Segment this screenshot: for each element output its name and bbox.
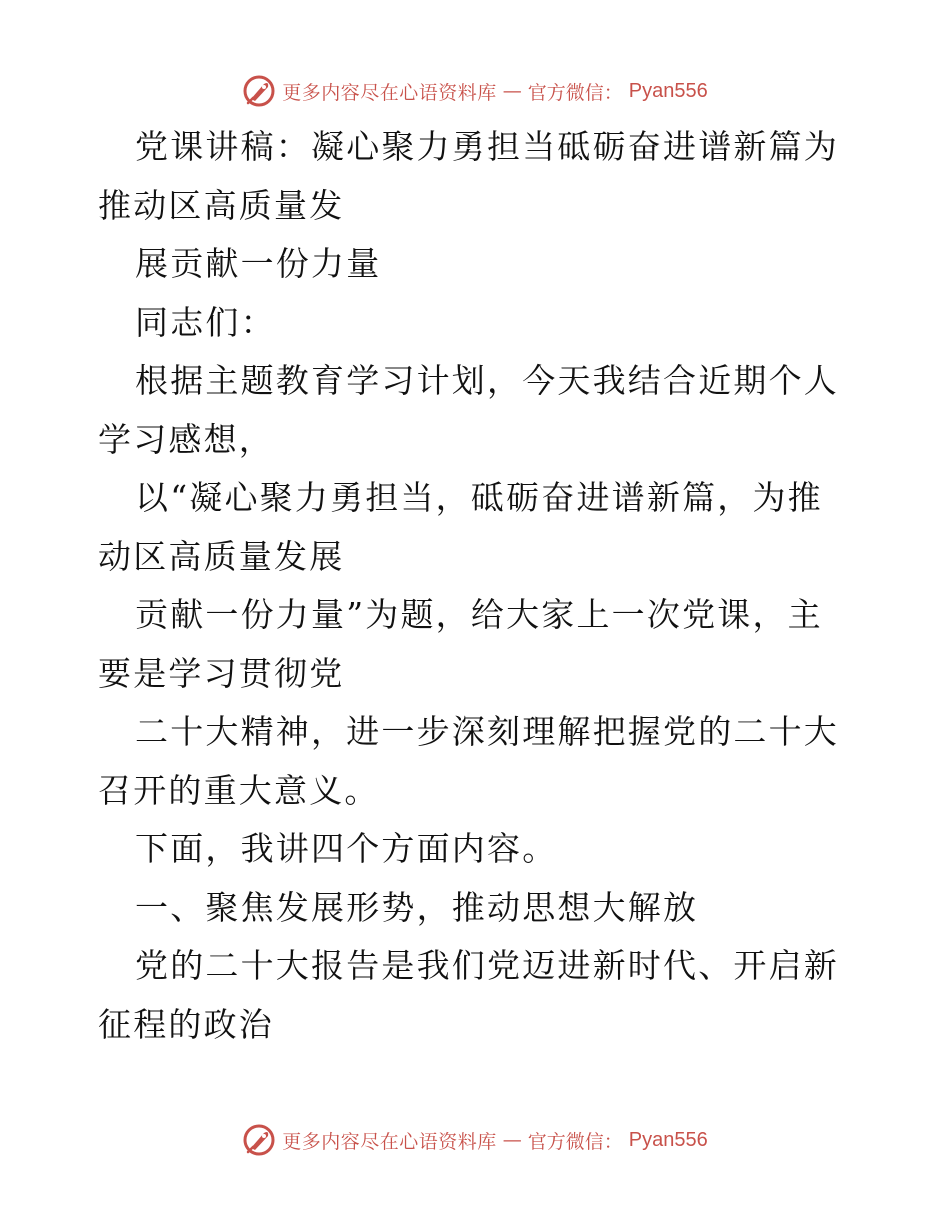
document-title-line-1: 党课讲稿：凝心聚力勇担当砥砺奋进谱新篇为推动区高质量发: [98, 127, 839, 225]
paragraph: 党的二十大报告是我们党迈进新时代、开启新征程的政治: [98, 946, 839, 1044]
salutation: 同志们：: [135, 302, 276, 342]
document-title-line-2: 展贡献一份力量: [135, 244, 382, 283]
quill-logo-icon: [242, 74, 276, 108]
banner-separator: —: [502, 1129, 522, 1151]
section-heading: 一、聚焦发展形势，推动思想大解放: [135, 887, 699, 927]
header-banner: [0, 71, 950, 111]
banner-wechat-label: 官方微信：: [527, 81, 623, 104]
banner-slogan: 更多内容尽在心语资料库: [282, 81, 497, 104]
banner-slogan: 更多内容尽在心语资料库: [282, 1130, 497, 1153]
banner-wechat-id: Pyan556: [628, 1128, 708, 1151]
banner-wechat-label: 官方微信：: [527, 1130, 623, 1153]
banner-separator: —: [502, 80, 522, 102]
paragraph: 根据主题教育学习计划，今天我结合近期个人学习感想，: [98, 361, 839, 459]
document-body: [98, 118, 858, 1054]
quill-logo-icon: [242, 1123, 276, 1157]
paragraph: 以“凝心聚力勇担当，砥砺奋进谱新篇，为推动区高质量发展: [98, 478, 823, 576]
paragraph: 二十大精神，进一步深刻理解把握党的二十大召开的重大意义。: [98, 712, 839, 810]
footer-banner: [0, 1120, 950, 1160]
paragraph: 下面，我讲四个方面内容。: [135, 829, 558, 868]
banner-wechat-id: Pyan556: [628, 79, 708, 102]
paragraph: 贡献一份力量”为题，给大家上一次党课，主要是学习贯彻党: [98, 595, 823, 693]
